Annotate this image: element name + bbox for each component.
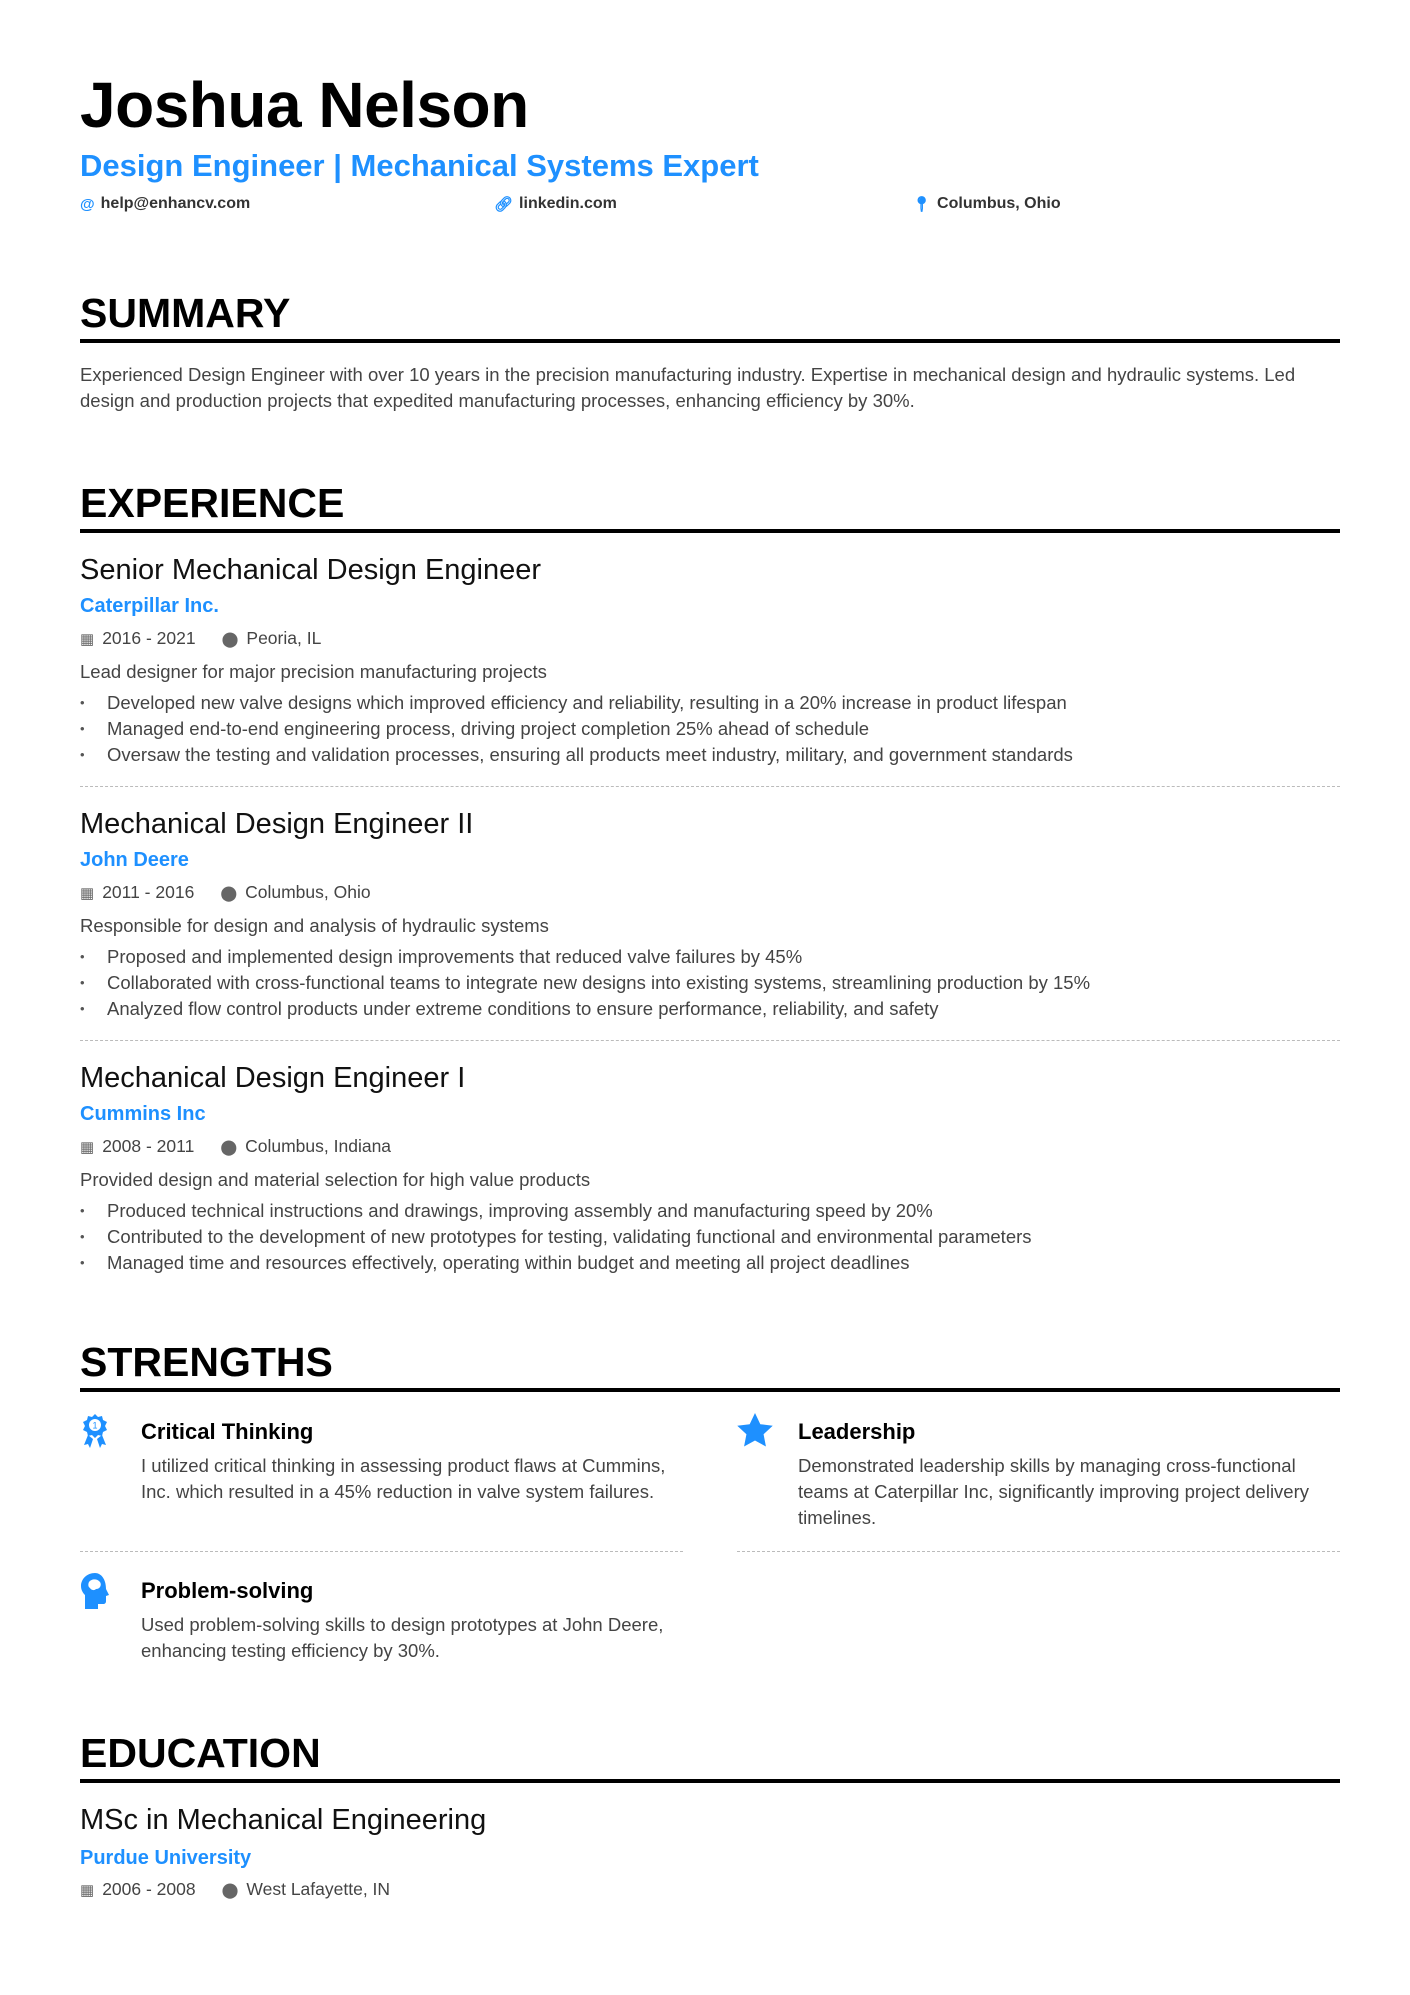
job-divider	[80, 786, 1340, 787]
job-location: Columbus, Ohio	[245, 882, 371, 902]
star-icon	[737, 1413, 773, 1452]
school: Purdue University	[80, 1847, 252, 1869]
bullet-item: • Proposed and implemented design improvements that reduced valve failures by 45%	[80, 944, 1340, 970]
strength-divider	[737, 1551, 1340, 1552]
candidate-title: Design Engineer | Mechanical Systems Expert	[80, 148, 759, 183]
job-title: Senior Mechanical Design Engineer	[80, 554, 542, 586]
strength-title: Problem-solving	[141, 1578, 314, 1603]
education-heading: EDUCATION	[80, 1730, 321, 1776]
location-text: Columbus, Ohio	[937, 195, 1061, 212]
job-description: Lead designer for major precision manufacturing projects	[80, 661, 547, 682]
job-description: Responsible for design and analysis of hydraulic systems	[80, 915, 549, 936]
job-meta	[80, 628, 321, 649]
job-location: Peoria, IL	[246, 628, 322, 648]
bullet-item: • Developed new valve designs which improved efficiency and reliability, resulting in a 20% increase in product lifespan	[80, 690, 1340, 716]
strength-description: Used problem-solving skills to design prototypes at John Deere, enhancing testing efficiency by 30%.	[141, 1614, 664, 1661]
experience-heading: EXPERIENCE	[80, 480, 345, 526]
summary-heading: SUMMARY	[80, 290, 291, 336]
job-bullets	[80, 690, 1340, 767]
award-ribbon-icon	[80, 1413, 110, 1454]
location-pin-icon: ⬤	[221, 630, 239, 648]
calendar-icon: ▦	[80, 1881, 95, 1899]
company-name: Cummins Inc	[80, 1103, 206, 1125]
summary-text: Experienced Design Engineer with over 10 years in the precision manufacturing industry. Expertise in mechanical design and hydraulic systems. Led design and production projects that expedited manufacturing processes, enhancing efficiency by 30%.	[80, 364, 1296, 411]
job-bullets	[80, 1198, 1340, 1275]
bullet-item: • Oversaw the testing and validation processes, ensuring all products meet industry, military, and government standards	[80, 742, 1340, 768]
job-divider	[80, 1040, 1340, 1041]
strength-title: Leadership	[798, 1419, 916, 1444]
job-location: Columbus, Indiana	[245, 1136, 392, 1156]
location-pin-icon: ⬤	[221, 1881, 239, 1899]
divider	[80, 1779, 1340, 1783]
bullet-item: • Collaborated with cross-functional teams to integrate new designs into existing systems, streamlining production by 15%	[80, 970, 1340, 996]
link-text: linkedin.com	[519, 195, 617, 212]
link-icon: 🔗︎	[494, 196, 514, 213]
divider	[80, 529, 1340, 533]
bullet-item: • Produced technical instructions and drawings, improving assembly and manufacturing speed by 20%	[80, 1198, 1340, 1224]
strength-divider	[80, 1551, 683, 1552]
calendar-icon: ▦	[80, 884, 95, 902]
strength-description: I utilized critical thinking in assessing product flaws at Cummins, Inc. which resulted in a 45% reduction in valve system failures.	[141, 1455, 666, 1502]
job-meta	[80, 882, 371, 903]
bullet-item: • Analyzed flow control products under extreme conditions to ensure performance, reliability, and safety	[80, 996, 1340, 1022]
bullet-item: • Managed end-to-end engineering process, driving project completion 25% ahead of schedule	[80, 716, 1340, 742]
email-text: help@enhancv.com	[100, 195, 251, 212]
bullet-item: • Managed time and resources effectively, operating within budget and meeting all project deadlines	[80, 1250, 1340, 1276]
contact-link[interactable]	[494, 195, 617, 213]
svg-text:1: 1	[92, 1420, 98, 1431]
job-bullets	[80, 944, 1340, 1021]
divider	[80, 339, 1340, 343]
job-dates: 2011 - 2016	[102, 882, 195, 902]
degree: MSc in Mechanical Engineering	[80, 1804, 487, 1836]
job-description: Provided design and material selection for high value products	[80, 1169, 591, 1190]
divider	[80, 1388, 1340, 1392]
at-icon: @	[80, 195, 95, 213]
contact-email[interactable]	[80, 195, 250, 213]
location-pin-icon: ⬤	[220, 884, 238, 902]
job-dates: 2016 - 2021	[102, 628, 196, 648]
location-pin-icon: 📍︎	[912, 196, 932, 213]
head-brain-icon	[80, 1572, 110, 1615]
strength-title: Critical Thinking	[141, 1419, 314, 1444]
job-meta	[80, 1136, 391, 1157]
company-name: Caterpillar Inc.	[80, 595, 219, 617]
calendar-icon: ▦	[80, 630, 95, 648]
contact-location	[912, 195, 1061, 213]
job-title: Mechanical Design Engineer II	[80, 808, 474, 840]
strength-description: Demonstrated leadership skills by managing cross-functional teams at Caterpillar Inc, significantly improving project delivery timelines.	[798, 1455, 1310, 1528]
education-dates: 2006 - 2008	[102, 1879, 196, 1899]
bullet-item: • Contributed to the development of new prototypes for testing, validating functional and environmental parameters	[80, 1224, 1340, 1250]
calendar-icon: ▦	[80, 1138, 95, 1156]
candidate-name: Joshua Nelson	[80, 69, 529, 141]
education-location: West Lafayette, IN	[246, 1879, 391, 1899]
strengths-heading: STRENGTHS	[80, 1339, 333, 1385]
job-dates: 2008 - 2011	[102, 1136, 195, 1156]
location-pin-icon: ⬤	[220, 1138, 238, 1156]
company-name: John Deere	[80, 849, 189, 871]
education-meta	[80, 1879, 390, 1900]
job-title: Mechanical Design Engineer I	[80, 1062, 466, 1094]
